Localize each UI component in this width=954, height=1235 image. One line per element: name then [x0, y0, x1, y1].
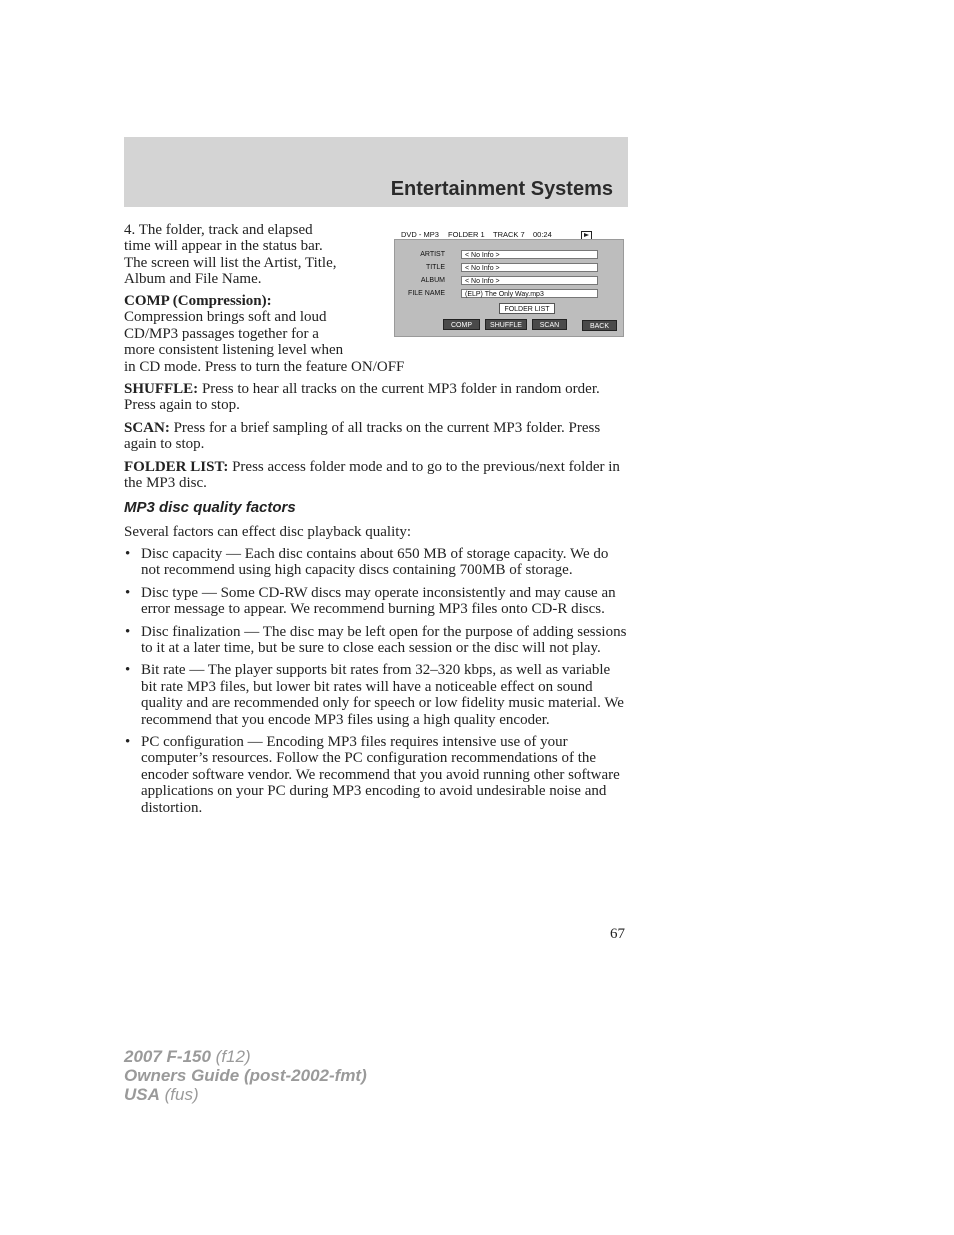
- comp-button[interactable]: COMP: [443, 319, 480, 330]
- quality-factors-list: [124, 546, 628, 822]
- section-header: [124, 137, 628, 207]
- footer-guide: Owners Guide (post-2002-fmt): [124, 1066, 367, 1085]
- list-item: [124, 662, 628, 728]
- footer-model-code: (f12): [210, 1047, 251, 1066]
- list-item: [124, 546, 628, 579]
- intro-line: 4. The folder, track and elapsed: [124, 222, 313, 238]
- bullet: •: [125, 662, 131, 679]
- comp-line-tail: in CD mode. Press to turn the feature ON/OFF: [124, 359, 405, 375]
- folder-list-text: Press access folder mode and to go to the previous/next folder in the MP3 disc.: [124, 459, 620, 492]
- shuffle-button[interactable]: SHUFFLE: [485, 319, 527, 330]
- status-track: TRACK 7: [493, 230, 525, 239]
- artist-label: ARTIST: [420, 251, 445, 258]
- folder-list-paragraph: [124, 459, 628, 492]
- status-folder: FOLDER 1: [448, 230, 485, 239]
- file-name-label: FILE NAME: [408, 290, 445, 297]
- list-item-text: Disc capacity — Each disc contains about 650 MB of storage capacity. We do not recommend using high capacity discs containing 700MB of storage.: [141, 546, 609, 579]
- comp-paragraph: [124, 293, 379, 359]
- shuffle-text: Press to hear all tracks on the current MP3 folder in random order. Press again to stop.: [124, 381, 600, 414]
- title-label: TITLE: [425, 264, 445, 271]
- comp-line: CD/MP3 passages together for a: [124, 325, 319, 342]
- folder-list-label: FOLDER LIST:: [124, 459, 229, 475]
- artist-field: < No Info >: [461, 250, 598, 259]
- shuffle-label: SHUFFLE:: [124, 381, 199, 397]
- status-time: 00:24: [533, 230, 552, 239]
- folder-list-button[interactable]: FOLDER LIST: [499, 303, 555, 314]
- album-field: < No Info >: [461, 276, 598, 285]
- bullet: •: [125, 584, 131, 601]
- footer-model: 2007 F-150: [124, 1047, 211, 1066]
- status-mode: DVD - MP3: [401, 230, 439, 239]
- list-item: [124, 734, 628, 816]
- subsection-title: MP3 disc quality factors: [124, 499, 296, 516]
- list-item-text: Disc type — Some CD-RW discs may operate inconsistently and may cause an error message to appear. We recommend burning MP3 files onto CD-R discs.: [141, 584, 616, 618]
- shuffle-paragraph: [124, 381, 628, 414]
- footer-market-code: (fus): [159, 1085, 199, 1104]
- scan-text: Press for a brief sampling of all tracks on the current MP3 folder. Press again to stop.: [124, 420, 601, 453]
- intro-line: time will appear in the status bar.: [124, 238, 323, 255]
- scan-button[interactable]: SCAN: [532, 319, 567, 330]
- mp3-screen-illustration: [394, 227, 624, 337]
- list-item: [124, 624, 628, 657]
- list-item-text: Disc finalization — The disc may be left open for the purpose of adding sessions to it at a later time, but be sure to close each session or the disc will not play.: [141, 623, 627, 657]
- footer-market: USA: [124, 1085, 160, 1104]
- title-field: < No Info >: [461, 263, 598, 272]
- comp-line: Compression brings soft and loud: [124, 309, 327, 326]
- scan-label: SCAN:: [124, 420, 170, 436]
- list-item: [124, 585, 628, 618]
- bullet: •: [125, 734, 131, 751]
- file-name-field: (ELP) The Only Way.mp3: [461, 289, 598, 298]
- bullet: •: [125, 546, 131, 562]
- list-item-text: Bit rate — The player supports bit rates from 32–320 kbps, as well as variable bit rate MP3 files, but lower bit rates will have a noticeable effect on sound quality and are recommended only for speech or low fidelity music material. We recommend that you encode MP3 files using a high quality encoder.: [141, 662, 624, 728]
- comp-line: more consistent listening level when: [124, 342, 344, 359]
- screen-panel: [394, 239, 624, 337]
- album-label: ALBUM: [420, 277, 445, 284]
- document-footer: [124, 1047, 367, 1104]
- intro-line: Album and File Name.: [124, 271, 262, 288]
- intro-paragraph: [124, 222, 379, 288]
- bullet: •: [125, 623, 131, 640]
- section-title: Entertainment Systems: [390, 178, 613, 200]
- page-number: 67: [610, 926, 625, 942]
- back-button[interactable]: BACK: [582, 320, 617, 331]
- intro-line: The screen will list the Artist, Title,: [124, 254, 337, 271]
- scan-paragraph: [124, 420, 628, 453]
- subsection-intro: Several factors can effect disc playback quality:: [124, 524, 412, 540]
- comp-label: COMP (Compression):: [124, 293, 272, 309]
- list-item-text: PC configuration — Encoding MP3 files requires intensive use of your computer’s resources. Follow the PC configuration recommendations of the encoder software vendor. We recommend that you avoid running other software applications on your PC during MP3 encoding to avoid undesirable noise and distortion.: [141, 734, 620, 816]
